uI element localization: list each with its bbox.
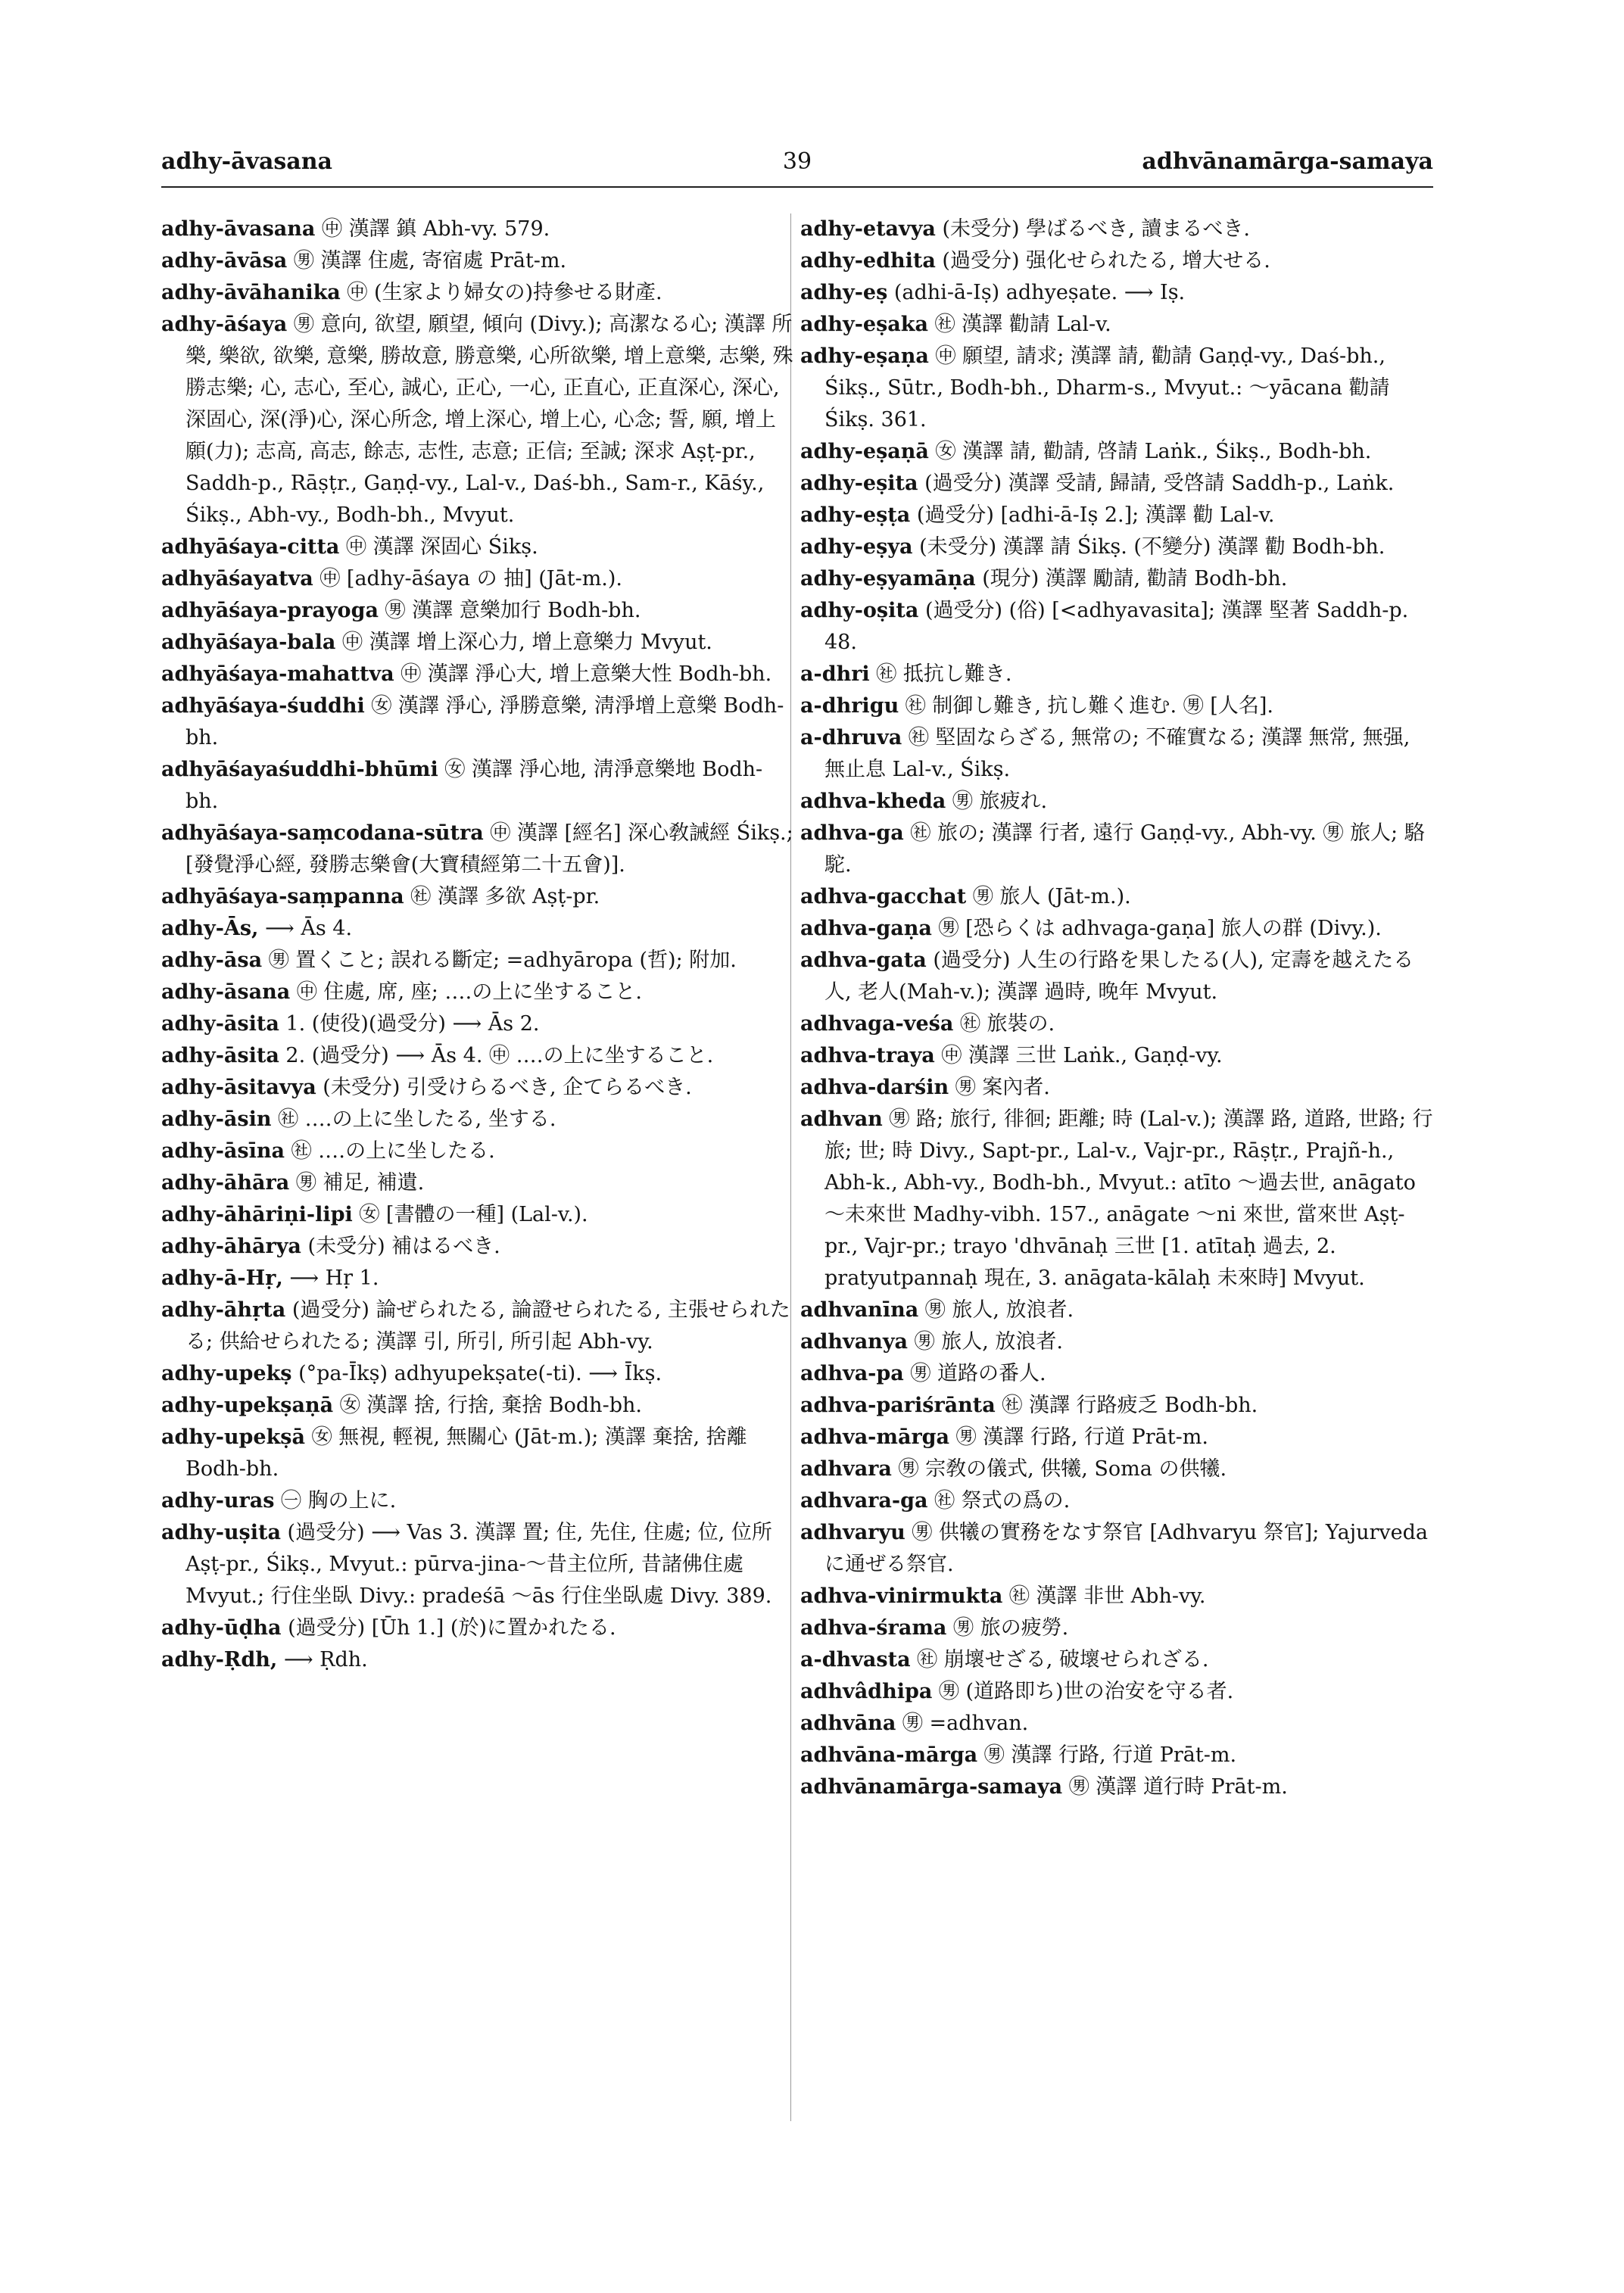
- entry-definition: ㊚ [恐らくは adhvaga-gaṇa] 旅人の群 (Divy.).: [938, 917, 1382, 940]
- entry-headword: adhvan: [800, 1108, 883, 1131]
- entry-definition: ㊚ (道路即ち)世の治安を守る者.: [938, 1680, 1234, 1703]
- entry-definition: ㊓ 漢譯 行路疲乏 Bodh-bh.: [1002, 1394, 1258, 1417]
- dictionary-entry: [161, 1008, 793, 1040]
- entry-headword: adhvaryu: [800, 1521, 906, 1544]
- dictionary-entry: [800, 277, 1433, 309]
- dictionary-entry: [161, 277, 793, 309]
- dictionary-entry: [161, 1390, 793, 1422]
- entry-headword: adhva-gacchat: [800, 885, 967, 908]
- entry-headword: adhy-āsita: [161, 1044, 279, 1067]
- dictionary-entry: [161, 531, 793, 563]
- entry-headword: adhy-oṣita: [800, 599, 919, 622]
- dictionary-entry: [800, 341, 1433, 436]
- entry-headword: adhvara-ga: [800, 1489, 928, 1513]
- dictionary-entry: [161, 563, 793, 595]
- entry-definition: ㊥ 漢譯 三世 Laṅk., Gaṇḍ-vy.: [941, 1044, 1223, 1067]
- entry-headword: adhy-upekṣaṇā: [161, 1394, 334, 1417]
- entry-definition: ㊓ ‥‥の上に坐したる, 坐する.: [278, 1108, 556, 1131]
- entry-headword: a-dhri: [800, 662, 870, 686]
- entry-headword: adhy-Ās,: [161, 917, 259, 940]
- entry-definition: ㊛ 漢譯 捨, 行捨, 棄捨 Bodh-bh.: [339, 1394, 642, 1417]
- entry-headword: adhva-kheda: [800, 790, 946, 813]
- entry-definition: ㊛ [書體の一種] (Lal-v.).: [359, 1203, 588, 1226]
- entry-definition: ㊚ 路; 旅行, 徘徊; 距離; 時 (Lal-v.); 漢譯 路, 道路, 世路; 行旅; 世; 時 Divy., Sapt-pr., Lal-v., Vajr-pr., Rāṣṭr., Prajñ-h., Abh-k., Abh-vy., Bodh-bh., Mvyut.: atīto 〜過去世, anāgato 〜未來世 Madhy-vibh. 157., anāgate 〜ni 來世, 當來世 Aṣṭ-pr., Vajr-pr.; trayo 'dhvānaḥ 三世 [1. atītaḥ 過去, 2. pratyutpannaḥ 現在, 3. anāgata-kālaḥ 未來時] Mvyut.: [824, 1108, 1433, 1290]
- entry-headword: adhy-ūḍha: [161, 1616, 282, 1640]
- entry-headword: adhva-traya: [800, 1044, 935, 1067]
- dictionary-entry: [800, 1740, 1433, 1771]
- entry-definition: ㊚ 宗敎の儀式, 供犧, Soma の供犧.: [898, 1457, 1227, 1481]
- entry-definition: ㊚ 置くこと; 誤れる斷定; =adhyāropa (哲); 附加.: [268, 949, 737, 972]
- dictionary-entry: [161, 1422, 793, 1485]
- entry-headword: adhy-Ṛdh,: [161, 1648, 278, 1671]
- entry-definition: ㊓ ‥‥の上に坐したる.: [291, 1139, 495, 1163]
- dictionary-entry: [161, 690, 793, 754]
- entry-headword: adhyāśaya-citta: [161, 535, 340, 559]
- entry-headword: adhva-darśin: [800, 1076, 949, 1099]
- entry-definition: (過受分) 强化せられたる, 增大せる.: [942, 249, 1270, 273]
- entry-definition: ㊚ 旅の疲勞.: [952, 1616, 1069, 1640]
- dictionary-entry: [161, 1263, 793, 1294]
- entry-definition: (adhi-ā-Iṣ) adhyeṣate. ⟶ Iṣ.: [893, 281, 1186, 304]
- entry-headword: adhy-eṣṭa: [800, 503, 911, 527]
- entry-definition: ㊚ 補足, 補遺.: [295, 1171, 425, 1195]
- dictionary-entry: [161, 1517, 793, 1612]
- dictionary-entry: [800, 213, 1433, 245]
- entry-definition: ㊚ 漢譯 住處, 寄宿處 Prāt-m.: [293, 249, 567, 273]
- entry-headword: adhva-gaṇa: [800, 917, 932, 940]
- entry-headword: adhy-āśaya: [161, 313, 288, 336]
- header-left-guide-word: adhy-āvasana: [161, 148, 332, 175]
- dictionary-entry: [161, 1104, 793, 1136]
- entry-headword: adhy-āvasana: [161, 217, 316, 241]
- entry-headword: adhva-mārga: [800, 1425, 950, 1449]
- dictionary-entry: [800, 1390, 1433, 1422]
- entry-headword: adhy-āsīna: [161, 1139, 285, 1163]
- entry-headword: adhyāśaya-mahattva: [161, 662, 394, 686]
- entry-definition: (°pa-Īkṣ) adhyupekṣate(-ti). ⟶ Īkṣ.: [298, 1362, 662, 1385]
- dictionary-entry: [161, 1231, 793, 1263]
- entry-definition: ㊚ 漢譯 行路, 行道 Prāt-m.: [955, 1425, 1208, 1449]
- entry-headword: adhy-āsana: [161, 980, 291, 1004]
- dictionary-entry: [800, 818, 1433, 881]
- dictionary-entry: [800, 786, 1433, 818]
- entry-definition: ㊥ 漢譯 增上深心力, 增上意樂力 Mvyut.: [342, 631, 712, 654]
- dictionary-entry: [800, 1326, 1433, 1358]
- dictionary-entry: [800, 1072, 1433, 1104]
- entry-definition: (過受分) ⟶ Vas 3. 漢譯 置; 住, 先住, 住處; 位, 位所 Aṣṭ-pr., Śikṣ., Mvyut.: pūrva-jina-〜昔主位所, 昔諸佛住處 Mvyut.; 行住坐臥 Divy.: pradeśā 〜ās 行住坐臥處 Divy. 389.: [185, 1521, 772, 1608]
- dictionary-entry: [161, 881, 793, 913]
- entry-definition: ㊚ 旅人 (Jāt-m.).: [972, 885, 1131, 908]
- dictionary-entry: [800, 531, 1433, 563]
- entry-headword: adhy-upekṣā: [161, 1425, 305, 1449]
- entry-headword: adhy-āhāra: [161, 1171, 290, 1195]
- entry-definition: ㊚ 漢譯 道行時 Prāt-m.: [1068, 1775, 1288, 1799]
- dictionary-entry: [161, 818, 793, 881]
- dictionary-entry: [800, 1104, 1433, 1294]
- entry-definition: 2. (過受分) ⟶ Ās 4. ㊥ ‥‥の上に坐すること.: [285, 1044, 714, 1067]
- entry-headword: adhva-ga: [800, 821, 904, 845]
- dictionary-entry: [161, 1644, 793, 1676]
- entry-headword: adhy-āsitavya: [161, 1076, 316, 1099]
- dictionary-entry: [800, 1676, 1433, 1708]
- entry-definition: ㊓ 制御し難き, 抗し難く進む. ㊚ [人名].: [905, 694, 1273, 718]
- dictionary-entry: [161, 595, 793, 627]
- entry-definition: (過受分) 人生の行路を果したる(人), 定壽を越えたる人, 老人(Mah-v.); 漢譯 過時, 晚年 Mvyut.: [824, 949, 1414, 1004]
- dictionary-entry: [161, 1167, 793, 1199]
- entry-definition: ㊥ 漢譯 鎮 Abh-vy. 579.: [322, 217, 550, 241]
- entry-definition: ㊥ [adhy-āśaya の 抽] (Jāt-m.).: [320, 567, 623, 590]
- entry-definition: ㊛ 漢譯 淨心地, 淸淨意樂地 Bodh-bh.: [185, 758, 763, 813]
- dictionary-entry: [800, 913, 1433, 945]
- entry-definition: ㊥ 願望, 請求; 漢譯 請, 勸請 Gaṇḍ-vy., Daś-bh., Śikṣ., Sūtr., Bodh-bh., Dharm-s., Mvyut.: 〜yācana 勸請 Śikṣ. 361.: [824, 344, 1390, 431]
- entry-headword: adhva-pariśrānta: [800, 1394, 996, 1417]
- dictionary-entry: [800, 881, 1433, 913]
- dictionary-entry: [800, 659, 1433, 690]
- entry-headword: adhvâdhipa: [800, 1680, 933, 1703]
- entry-headword: adhyāśaya-saṃcodana-sūtra: [161, 821, 484, 845]
- entry-definition: ㊓ 堅固ならざる, 無常の; 不確實なる; 漢譯 無常, 無强, 無止息 Lal-v., Śikṣ.: [824, 726, 1410, 781]
- dictionary-entry: [161, 1040, 793, 1072]
- entry-headword: adhy-eṣyamāṇa: [800, 567, 976, 590]
- entry-definition: (未受分) 漢譯 請 Śikṣ. (不變分) 漢譯 勸 Bodh-bh.: [919, 535, 1386, 559]
- entry-definition: ⟶ Hṛ 1.: [289, 1266, 379, 1290]
- entry-definition: (過受分) 論ぜられたる, 論證せられたる, 主張せられたる; 供給せられたる; 漢譯 引, 所引, 所引起 Abh-vy.: [185, 1298, 790, 1354]
- entry-definition: (未受分) 補はるべき.: [307, 1235, 500, 1258]
- entry-headword: adhy-eṣ: [800, 281, 888, 304]
- entry-definition: ㊚ 供犧の實務をなす祭官 [Adhvaryu 祭官]; Yajurveda に通ぜる祭官.: [824, 1521, 1428, 1576]
- dictionary-entry: [800, 245, 1433, 277]
- entry-headword: adhy-āhṛta: [161, 1298, 286, 1322]
- entry-headword: adhva-gata: [800, 949, 927, 972]
- entry-definition: ㊚ =adhvan.: [902, 1712, 1029, 1735]
- entry-definition: ⟶ Ṛdh.: [283, 1648, 368, 1671]
- entry-headword: adhyāśaya-saṃpanna: [161, 885, 404, 908]
- entry-headword: adhy-etavya: [800, 217, 936, 241]
- entry-definition: ㊓ 漢譯 多欲 Aṣṭ-pr.: [410, 885, 600, 908]
- entry-headword: adhyāśaya-prayoga: [161, 599, 379, 622]
- entry-headword: adhy-āsa: [161, 949, 263, 972]
- dictionary-entry: [800, 468, 1433, 500]
- dictionary-entry: [800, 1485, 1433, 1517]
- entry-headword: adhva-vinirmukta: [800, 1584, 1003, 1608]
- entry-headword: adhy-āsita: [161, 1012, 279, 1036]
- entry-definition: ㊚ 漢譯 行路, 行道 Prāt-m.: [983, 1743, 1237, 1767]
- dictionary-entry: [161, 945, 793, 977]
- entry-definition: (過受分) 漢譯 受請, 歸請, 受啓請 Saddh-p., Laṅk.: [924, 472, 1395, 495]
- entry-definition: ㊓ 抵抗し難き.: [876, 662, 1012, 686]
- entry-definition: ㊚ 旅人, 放浪者.: [914, 1330, 1063, 1354]
- entry-headword: adhyāśayaśuddhi-bhūmi: [161, 758, 438, 781]
- dictionary-entry: [800, 1422, 1433, 1453]
- entry-headword: adhy-eṣita: [800, 472, 918, 495]
- dictionary-entry: [800, 309, 1433, 341]
- entry-definition: (未受分) 學ばるべき, 讀まるべき.: [942, 217, 1250, 241]
- entry-definition: ㊛ 漢譯 淨心, 淨勝意樂, 淸淨增上意樂 Bodh-bh.: [185, 694, 784, 749]
- entry-definition: ㊥ 漢譯 深固心 Śikṣ.: [346, 535, 538, 559]
- entry-headword: adhyāśayatva: [161, 567, 313, 590]
- dictionary-entry: [800, 1612, 1433, 1644]
- entry-headword: adhy-edhita: [800, 249, 936, 273]
- dictionary-entry: [161, 1485, 793, 1517]
- entry-headword: a-dhruva: [800, 726, 902, 749]
- dictionary-entry: [800, 1644, 1433, 1676]
- dictionary-entry: [800, 436, 1433, 468]
- dictionary-entry: [161, 659, 793, 690]
- entry-headword: adhy-āvāsa: [161, 249, 288, 273]
- dictionary-entry: [800, 1517, 1433, 1581]
- entry-definition: ㊥ (生家より婦女の)持參せる財產.: [347, 281, 662, 304]
- dictionary-entry: [800, 690, 1433, 722]
- dictionary-entry: [161, 213, 793, 245]
- dictionary-entry: [800, 1358, 1433, 1390]
- entry-headword: adhy-uṣita: [161, 1521, 281, 1544]
- dictionary-entry: [161, 913, 793, 945]
- dictionary-entry: [161, 1358, 793, 1390]
- dictionary-entry: [161, 627, 793, 659]
- dictionary-entry: [800, 1008, 1433, 1040]
- entry-definition: ㊥ 住處, 席, 座; ‥‥の上に坐すること.: [296, 980, 643, 1004]
- entry-definition: ㊓ 祭式の爲の.: [934, 1489, 1071, 1513]
- dictionary-entry: [800, 563, 1433, 595]
- dictionary-entry: [800, 722, 1433, 786]
- page-number: 39: [782, 148, 812, 175]
- dictionary-entry: [161, 1199, 793, 1231]
- header-rule: [161, 186, 1433, 188]
- entry-definition: (現分) 漢譯 勵請, 勸請 Bodh-bh.: [982, 567, 1288, 590]
- entry-headword: adhy-upekṣ: [161, 1362, 292, 1385]
- entry-headword: a-dhvasta: [800, 1648, 911, 1671]
- entry-definition: ㊓ 漢譯 非世 Abh-vy.: [1008, 1584, 1206, 1608]
- running-header: [161, 148, 1433, 182]
- dictionary-entry: [800, 500, 1433, 531]
- entry-definition: ㊚ 意向, 欲望, 願望, 傾向 (Divy.); 高潔なる心; 漢譯 所樂, 樂欲, 欲樂, 意樂, 勝故意, 勝意樂, 心所欲樂, 增上意樂, 志樂, 殊勝志樂; 心, 志心, 至心, 誠心, 正心, 一心, 正直心, 正直深心, 深心, 深固心, 深(淨)心, 深心所念, 增上深心, 增上心, 心念; 誓, 願, 增上願(力); 志高, 高志, 餘志, 志性, 志意; 正信; 至誠; 深求 Aṣṭ-pr., Saddh-p., Rāṣṭr., Gaṇḍ-vy., Lal-v., Daś-bh., Sam-r., Kāśy., Śikṣ., Abh-vy., Bodh-bh., Mvyut.: [185, 313, 793, 527]
- entry-definition: ㊓ 漢譯 勸請 Lal-v.: [934, 313, 1111, 336]
- entry-definition: ⟶ Ās 4.: [265, 917, 353, 940]
- entry-headword: adhyāśaya-śuddhi: [161, 694, 365, 718]
- entry-definition: (過受分) [Ūh 1.] (於)に置かれたる.: [288, 1616, 616, 1640]
- entry-definition: ㊚ 漢譯 意樂加行 Bodh-bh.: [385, 599, 641, 622]
- entry-definition: ㊓ 旅裝の.: [959, 1012, 1055, 1036]
- header-right-guide-word: adhvānamārga-samaya: [1142, 148, 1433, 175]
- entry-headword: adhy-āsin: [161, 1108, 272, 1131]
- entry-definition: ㊚ 旅人, 放浪者.: [924, 1298, 1074, 1322]
- entry-definition: (過受分) [adhi-ā-Iṣ 2.]; 漢譯 勸 Lal-v.: [916, 503, 1275, 527]
- entry-headword: adhy-eṣya: [800, 535, 913, 559]
- entry-definition: ㊓ 旅の; 漢譯 行者, 遠行 Gaṇḍ-vy., Abh-vy. ㊚ 旅人; 駱駝.: [824, 821, 1425, 877]
- entry-headword: adhy-ā-Hṛ,: [161, 1266, 283, 1290]
- dictionary-entry: [800, 1040, 1433, 1072]
- entry-headword: adhvanya: [800, 1330, 909, 1354]
- entry-definition: ㊛ 漢譯 請, 勸請, 啓請 Laṅk., Śikṣ., Bodh-bh.: [935, 440, 1372, 463]
- dictionary-entry: [800, 1708, 1433, 1740]
- entry-definition: ㊥ 漢譯 淨心大, 增上意樂大性 Bodh-bh.: [401, 662, 772, 686]
- entry-headword: adhy-eṣaka: [800, 313, 928, 336]
- left-column: [161, 213, 793, 1676]
- dictionary-entry: [161, 1612, 793, 1644]
- entry-definition: ㊀ 胸の上に.: [281, 1489, 397, 1513]
- right-column: [800, 213, 1433, 1803]
- entry-headword: adhy-eṣaṇa: [800, 344, 929, 368]
- entry-headword: adhyāśaya-bala: [161, 631, 336, 654]
- dictionary-entry: [800, 1581, 1433, 1612]
- entry-definition: ㊓ 崩壞せざる, 破壞せられざる.: [917, 1648, 1209, 1671]
- entry-headword: adhvānamārga-samaya: [800, 1775, 1063, 1799]
- entry-headword: adhy-āvāhanika: [161, 281, 341, 304]
- dictionary-entry: [161, 1294, 793, 1358]
- entry-headword: adhva-śrama: [800, 1616, 947, 1640]
- dictionary-entry: [161, 245, 793, 277]
- entry-definition: ㊚ 案內者.: [955, 1076, 1050, 1099]
- entry-definition: ㊥ 漢譯 [經名] 深心敎誡經 Śikṣ.; [發覺淨心經, 發勝志樂會(大寶積經第二十五會)].: [185, 821, 793, 877]
- dictionary-entry: [161, 1136, 793, 1167]
- entry-headword: adhy-āhāriṇi-lipi: [161, 1203, 353, 1226]
- entry-definition: ㊚ 道路の番人.: [910, 1362, 1046, 1385]
- entry-headword: adhvanīna: [800, 1298, 919, 1322]
- dictionary-entry: [161, 309, 793, 531]
- entry-headword: adhva-pa: [800, 1362, 904, 1385]
- entry-headword: adhy-eṣaṇā: [800, 440, 929, 463]
- dictionary-entry: [800, 595, 1433, 659]
- entry-headword: a-dhrigu: [800, 694, 899, 718]
- entry-headword: adhy-āhārya: [161, 1235, 301, 1258]
- dictionary-entry: [800, 1294, 1433, 1326]
- entry-headword: adhvaga-veśa: [800, 1012, 954, 1036]
- entry-headword: adhy-uras: [161, 1489, 275, 1513]
- entry-headword: adhvara: [800, 1457, 892, 1481]
- dictionary-entry: [800, 1453, 1433, 1485]
- entry-definition: (過受分) (俗) [<adhyavasita]; 漢譯 堅著 Saddh-p. 48.: [824, 599, 1409, 654]
- dictionary-entry: [800, 945, 1433, 1008]
- entry-headword: adhvāna: [800, 1712, 896, 1735]
- entry-definition: (未受分) 引受けらるべき, 企てらるべき.: [323, 1076, 692, 1099]
- entry-definition: ㊛ 無視, 輕視, 無關心 (Jāt-m.); 漢譯 棄捨, 捨離 Bodh-bh.: [185, 1425, 747, 1481]
- entry-definition: ㊚ 旅疲れ.: [952, 790, 1048, 813]
- entry-headword: adhvāna-mārga: [800, 1743, 978, 1767]
- dictionary-entry: [161, 754, 793, 818]
- entry-definition: 1. (使役)(過受分) ⟶ Ās 2.: [285, 1012, 540, 1036]
- dictionary-entry: [800, 1771, 1433, 1803]
- dictionary-entry: [161, 1072, 793, 1104]
- dictionary-entry: [161, 977, 793, 1008]
